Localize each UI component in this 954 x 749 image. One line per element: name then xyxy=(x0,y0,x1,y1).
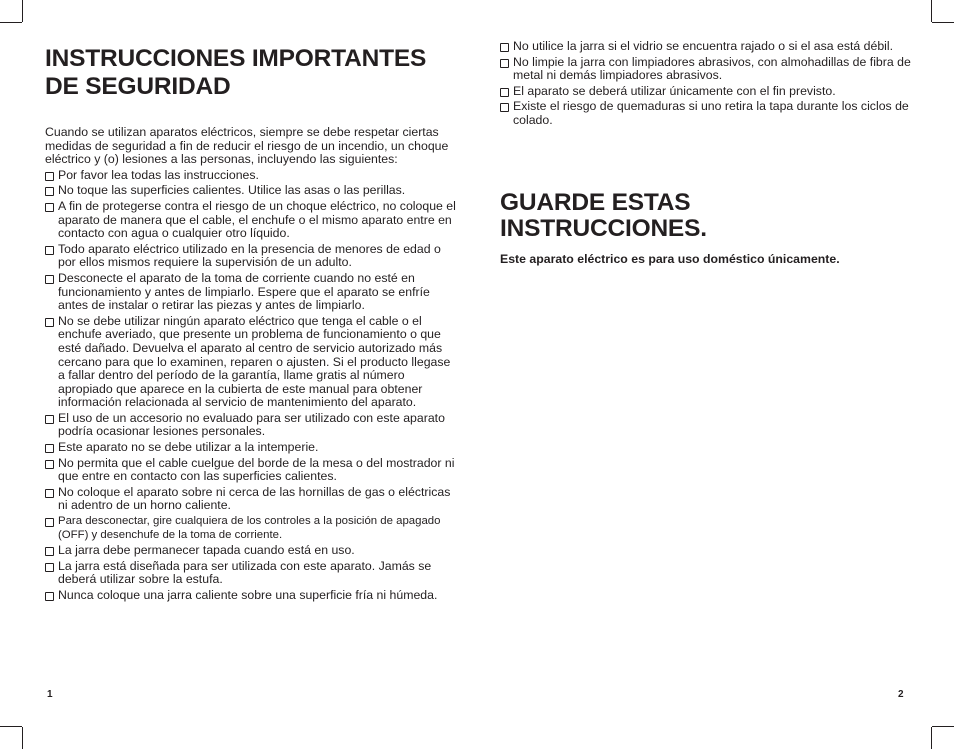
checkbox-icon xyxy=(45,415,54,424)
list-item-text: La jarra debe permanecer tapada cuando está en uso. xyxy=(58,543,355,558)
list-item xyxy=(45,589,460,603)
crop-mark xyxy=(0,22,22,23)
list-item-text: Desconecte el aparato de la toma de corriente cuando no esté en funcionamiento y antes de limpiarlo. Espere que el aparato se enfríe antes de instalar o retirar las piezas y antes de limpiarlo. xyxy=(58,270,430,313)
crop-mark xyxy=(931,727,932,749)
checkbox-icon xyxy=(500,43,509,52)
household-use-notice: Este aparato eléctrico es para uso doméstico únicamente. xyxy=(500,251,840,266)
checkbox-icon xyxy=(500,88,509,97)
list-item-text: El uso de un accesorio no evaluado para ser utilizado con este aparato podría ocasionar lesiones personales. xyxy=(58,410,445,439)
save-instructions-heading xyxy=(500,190,912,242)
list-item-text: Existe el riesgo de quemaduras si uno retira la tapa durante los ciclos de colado. xyxy=(513,99,909,127)
list-item-text: No permita que el cable cuelgue del borde de la mesa o del mostrador ni que entre en contacto con las superficies calientes. xyxy=(58,455,455,484)
checkbox-icon xyxy=(45,547,54,556)
list-item xyxy=(45,243,460,270)
page-number-right: 2 xyxy=(898,689,904,700)
crop-mark xyxy=(931,0,932,22)
list-item xyxy=(45,544,460,558)
safety-title-line1: INSTRUCCIONES IMPORTANTES xyxy=(45,45,427,72)
checkbox-icon xyxy=(45,203,54,212)
list-item xyxy=(45,457,460,484)
list-item xyxy=(45,560,460,587)
list-item-text: Nunca coloque una jarra caliente sobre una superficie fría ni húmeda. xyxy=(58,588,438,602)
list-item-text: El aparato se deberá utilizar únicamente con el fin previsto. xyxy=(513,83,836,98)
list-item-text: No limpie la jarra con limpiadores abrasivos, con almohadillas de fibra de metal ni demás limpiadores abrasivos. xyxy=(513,54,911,83)
list-item xyxy=(45,200,460,241)
checkbox-icon xyxy=(45,246,54,255)
list-item xyxy=(500,100,912,127)
safety-title-line2: DE SEGURIDAD xyxy=(45,73,231,100)
checkbox-icon xyxy=(45,172,54,181)
list-item-text: No toque las superficies calientes. Utilice las asas o las perillas. xyxy=(58,183,406,198)
list-item xyxy=(45,515,460,542)
checkbox-icon xyxy=(45,318,54,327)
crop-mark xyxy=(22,0,23,22)
list-item-text: Por favor lea todas las instrucciones. xyxy=(58,167,259,182)
list-item xyxy=(45,412,460,439)
checkbox-icon xyxy=(45,460,54,469)
list-item-text: No utilice la jarra si el vidrio se encuentra rajado o si el asa está débil. xyxy=(513,39,894,53)
list-item xyxy=(45,169,460,183)
checkbox-icon xyxy=(45,563,54,572)
list-item-text: La jarra está diseñada para ser utilizada con este aparato. Jamás se deberá utilizar sobre la estufa. xyxy=(58,558,432,587)
intro-paragraph: Cuando se utilizan aparatos eléctricos, siempre se debe respetar ciertas medidas de seguridad a fin de reducir el riesgo de un incendio, un choque eléctrico y (o) lesiones a las personas, incluyendo las siguientes: xyxy=(45,125,449,167)
list-item xyxy=(45,486,460,513)
list-item-text: No se debe utilizar ningún aparato eléctrico que tenga el cable o el enchufe averiado, que presente un problema de funcionamiento o que esté dañado. Devuelva el aparato al centro de servicio autorizado más cercano para que lo examinen, reparen o ajusten. Si el producto llegase a fallar dentro del período de la garantía, llame gratis al número apropiado que aparece en la cubierta de este manual para obtener información relacionada al servicio de mantenimiento del aparato. xyxy=(58,313,451,410)
checkbox-icon xyxy=(45,592,54,601)
save-heading-line1: GUARDE ESTAS xyxy=(500,188,691,216)
list-item xyxy=(45,272,460,313)
crop-mark xyxy=(22,727,23,749)
list-item-text: Este aparato no se debe utilizar a la intemperie. xyxy=(58,440,319,455)
checkbox-icon xyxy=(500,103,509,112)
list-item-text: Para desconectar, gire cualquiera de los controles a la posición de apagado (OFF) y desenchufe de la toma de corriente. xyxy=(58,515,441,541)
page-number-left: 1 xyxy=(47,689,53,700)
left-page xyxy=(45,45,460,603)
save-heading-line2: INSTRUCCIONES. xyxy=(500,214,707,242)
list-item-text: A fin de protegerse contra el riesgo de un choque eléctrico, no coloque el aparato de manera que el cable, el enchufe o el mismo aparato entre en contacto con agua o cualquier otro líquido. xyxy=(58,198,456,241)
crop-mark xyxy=(0,726,22,727)
checkbox-icon xyxy=(500,59,509,68)
safety-list xyxy=(45,169,460,603)
list-item xyxy=(45,315,460,410)
checkbox-icon xyxy=(45,187,54,196)
list-item xyxy=(500,40,912,54)
safety-list-continued xyxy=(500,40,912,128)
checkbox-icon xyxy=(45,489,54,498)
safety-title xyxy=(45,45,460,101)
list-item-text: Todo aparato eléctrico utilizado en la presencia de menores de edad o por ellos mismos requiere la supervisión de un adulto. xyxy=(58,241,441,270)
crop-mark xyxy=(932,726,954,727)
checkbox-icon xyxy=(45,444,54,453)
crop-mark xyxy=(932,22,954,23)
checkbox-icon xyxy=(45,275,54,284)
right-page xyxy=(500,40,912,266)
list-item xyxy=(500,85,912,99)
list-item xyxy=(45,184,460,198)
checkbox-icon xyxy=(45,518,54,527)
list-item xyxy=(500,56,912,83)
list-item-text: No coloque el aparato sobre ni cerca de las hornillas de gas o eléctricas ni adentro de un horno caliente. xyxy=(58,484,451,513)
list-item xyxy=(45,441,460,455)
